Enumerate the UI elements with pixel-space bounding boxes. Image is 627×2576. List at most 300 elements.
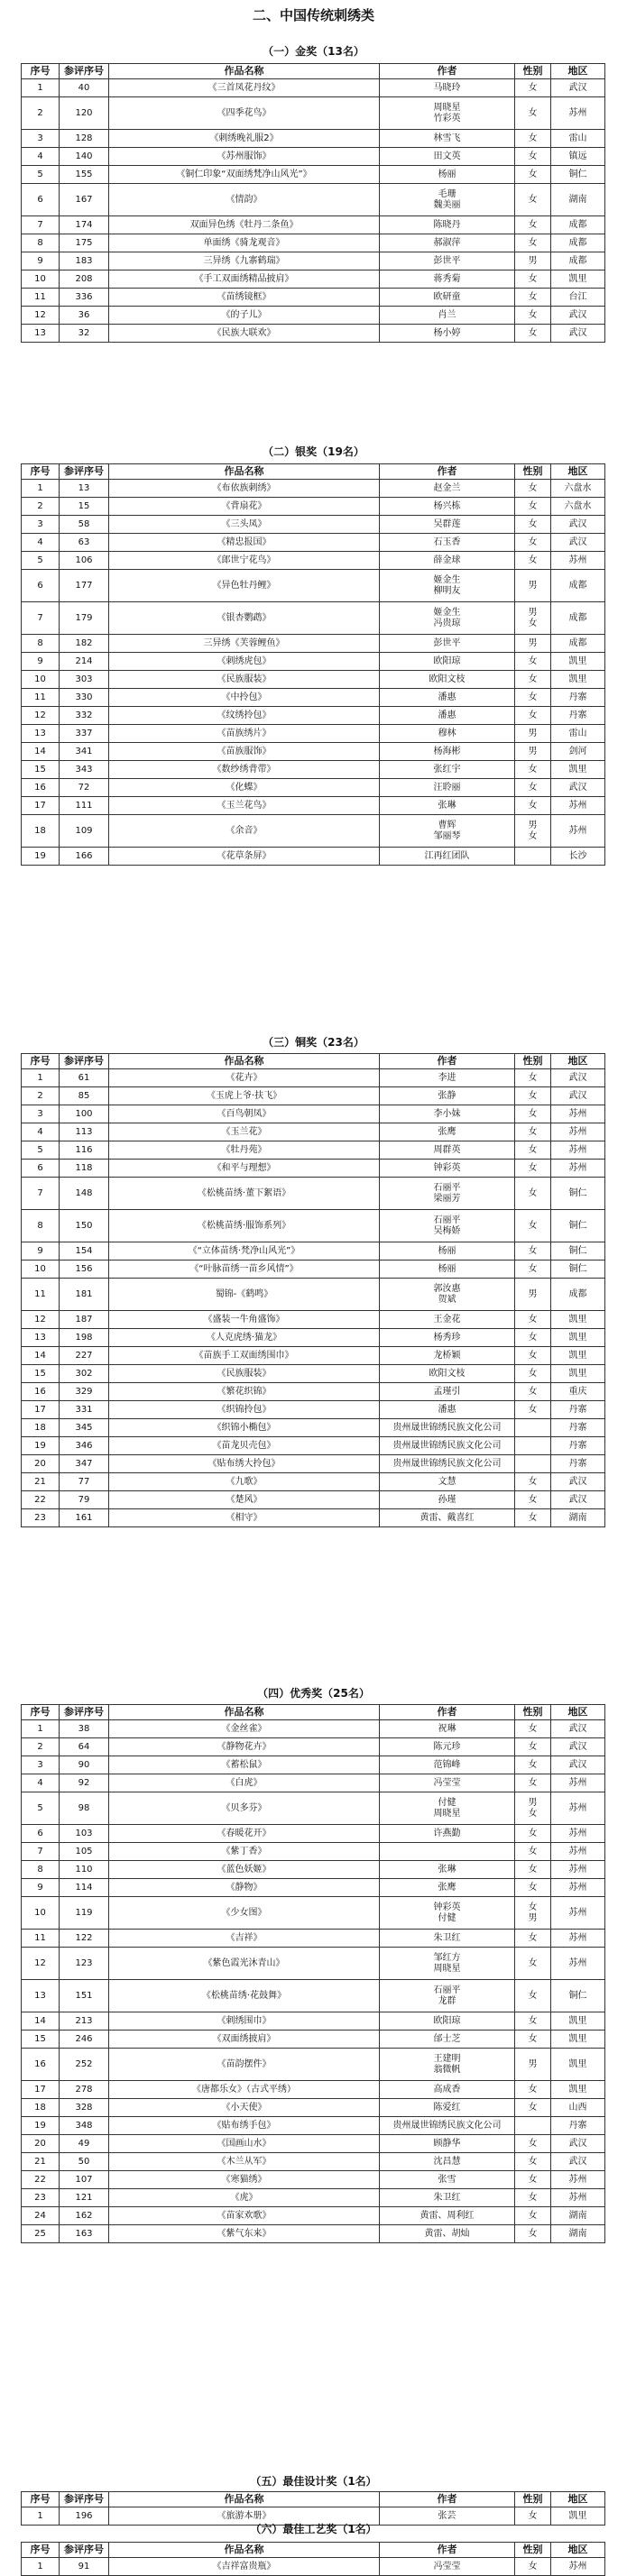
cell-sex [515,216,551,234]
cell-work-name: 《九歌》 [109,1473,380,1491]
cell-region: 湖南 [551,2225,605,2243]
section-title: （一）金奖（13名） [263,45,364,58]
cell-author [380,602,515,635]
cell-ref: 64 [60,1738,109,1756]
sex-value: 女 [528,1932,538,1943]
cell-ref: 181 [60,1279,109,1311]
cell-author [380,1774,515,1792]
sex-value: 女 [528,764,538,775]
cell-region: 苏州 [551,1825,605,1843]
cell-work-name: 《织锦拎包》 [109,1401,380,1419]
cell-region: 凯里 [551,1329,605,1347]
cell-sex [515,480,551,498]
column-header: 地区 [551,2543,605,2558]
table-row [22,2117,605,2135]
cell-region: 苏州 [551,1792,605,1825]
column-header: 地区 [551,2492,605,2507]
cell-author [380,1473,515,1491]
sex-value: 女 [528,710,538,720]
cell-region: 凯里 [551,2049,605,2081]
sex-value: 女 [528,2015,538,2026]
author-name: 江再红团队 [424,850,470,861]
sex-value: 女 [528,2033,538,2044]
table-row [22,1437,605,1455]
table-row [22,252,605,270]
cell-ref: 110 [60,1861,109,1879]
sex-value: 女 [528,500,538,511]
table-row [22,1160,605,1178]
cell-no: 4 [22,148,60,166]
cell-sex [515,761,551,779]
column-header: 作品名称 [109,464,380,480]
cell-region: 铜仁 [551,1210,605,1242]
cell-ref: 118 [60,1160,109,1178]
cell-region: 武汉 [551,79,605,97]
cell-sex [515,1242,551,1260]
author-name: 彭世平 [433,637,461,648]
cell-work-name: 双面异色绣《牡丹二条鱼》 [109,216,380,234]
cell-region: 剑河 [551,743,605,761]
cell-author [380,2189,515,2207]
cell-ref: 196 [60,2507,109,2526]
cell-ref: 198 [60,1329,109,1347]
cell-sex [515,498,551,516]
cell-author [380,1825,515,1843]
sex-value: 女 [528,309,538,320]
cell-region: 武汉 [551,2153,605,2171]
cell-work-name: 《百鸟朝凤》 [109,1105,380,1123]
sex-value: 女 [528,830,538,841]
author-name: 杨丽 [438,1245,456,1256]
cell-region: 长沙 [551,848,605,866]
cell-author [380,307,515,325]
cell-no: 10 [22,270,60,289]
sex-value: 女 [528,1090,538,1101]
cell-sex [515,325,551,343]
cell-ref: 90 [60,1756,109,1774]
cell-region: 铜仁 [551,166,605,184]
table-row [22,1825,605,1843]
table-row [22,761,605,779]
cell-author [380,1401,515,1419]
sex-value: 女 [528,2561,538,2571]
column-header: 序号 [22,2492,60,2507]
author-name: 姬金生 [433,607,461,618]
cell-no: 19 [22,2117,60,2135]
cell-no: 7 [22,602,60,635]
cell-work-name: 《苗龙贝壳包》 [109,1437,380,1455]
cell-sex [515,2153,551,2171]
cell-sex [515,707,551,725]
sex-value: 女 [528,219,538,230]
cell-work-name: 《紫气东来》 [109,2225,380,2243]
author-name: 龙桥颖 [433,1350,461,1361]
cell-region: 丹寨 [551,1455,605,1473]
sex-value: 女 [528,2156,538,2167]
cell-no: 3 [22,516,60,534]
author-name: 杨丽 [438,169,456,179]
table-row [22,1347,605,1365]
author-name: 张鹰 [438,1882,456,1893]
cell-region: 凯里 [551,1347,605,1365]
cell-no: 17 [22,797,60,815]
cell-region: 武汉 [551,1738,605,1756]
cell-work-name: 《织锦小椭包》 [109,1419,380,1437]
table-row [22,534,605,552]
cell-sex [515,1897,551,1930]
cell-ref: 183 [60,252,109,270]
author-name: 周晓星 [433,102,461,113]
cell-work-name: 《玉虎上爷·扶飞》 [109,1087,380,1105]
sex-value: 女 [528,107,538,118]
author-name: 吴梅娇 [433,1225,461,1236]
table-row [22,779,605,797]
table-row [22,2049,605,2081]
author-name: 朱卫红 [433,2192,461,2203]
cell-author [380,1861,515,1879]
sex-value: 女 [528,2210,538,2221]
cell-ref: 85 [60,1087,109,1105]
author-name: 钟彩英 [433,1902,461,1912]
cell-region: 苏州 [551,1105,605,1123]
sex-value: 女 [528,1882,538,1893]
cell-no: 10 [22,1897,60,1930]
cell-no: 8 [22,1861,60,1879]
table-row [22,1178,605,1210]
cell-author [380,1980,515,2012]
author-name: 梁丽芳 [433,1193,461,1204]
table-row [22,1242,605,1260]
cell-no: 15 [22,2031,60,2049]
sex-value: 女 [528,1808,538,1819]
cell-no: 2 [22,1738,60,1756]
author-name: 沈昌慧 [433,2156,461,2167]
cell-region: 铜仁 [551,1260,605,1279]
cell-author [380,653,515,671]
cell-region: 丹寨 [551,689,605,707]
column-header: 性别 [515,1705,551,1720]
column-header: 地区 [551,64,605,79]
author-name: 魏美丽 [433,199,461,210]
cell-region: 苏州 [551,1879,605,1897]
table-row [22,480,605,498]
cell-sex [515,2558,551,2576]
table-row [22,2558,605,2576]
cell-author [380,2081,515,2099]
cell-region: 苏州 [551,1160,605,1178]
cell-region: 苏州 [551,97,605,130]
cell-work-name: 《贴布绣大拎包》 [109,1455,380,1473]
sex-value: 男 [528,1797,538,1808]
cell-sex [515,516,551,534]
cell-no: 9 [22,252,60,270]
cell-author [380,234,515,252]
section-title: （三）铜奖（23名） [263,1036,364,1049]
sex-value: 女 [528,1263,538,1274]
cell-ref: 13 [60,480,109,498]
cell-author [380,1311,515,1329]
table-row [22,1930,605,1948]
cell-author [380,707,515,725]
table-row [22,1105,605,1123]
cell-ref: 105 [60,1843,109,1861]
cell-region: 铜仁 [551,1178,605,1210]
column-header: 作品名称 [109,64,380,79]
cell-author [380,2171,515,2189]
sex-value: 女 [528,1723,538,1734]
author-name: 张静 [438,1090,456,1101]
author-name: 赵金兰 [433,482,461,493]
table-row [22,1383,605,1401]
cell-region: 台江 [551,289,605,307]
cell-ref: 92 [60,1774,109,1792]
table-row [22,1879,605,1897]
table-row [22,325,605,343]
sex-value: 女 [528,1759,538,1770]
table-row [22,1279,605,1311]
cell-region: 武汉 [551,516,605,534]
cell-ref: 336 [60,289,109,307]
cell-work-name: 《苏州服饰》 [109,148,380,166]
cell-ref: 107 [60,2171,109,2189]
cell-author [380,1329,515,1347]
cell-no: 3 [22,130,60,148]
author-name: 贵州晟世锦绣民族文化公司 [392,1440,502,1451]
cell-sex [515,1980,551,2012]
author-name: 付健 [438,1912,456,1923]
cell-author [380,2117,515,2135]
cell-work-name: 《贴布绣手包》 [109,2117,380,2135]
cell-region: 武汉 [551,1087,605,1105]
author-name: 欧阳琼 [433,655,461,666]
cell-region: 铜仁 [551,1980,605,2012]
author-name: 肖兰 [438,309,456,320]
author-name: 贵州晟世锦绣民族文化公司 [392,1458,502,1469]
cell-sex [515,1260,551,1279]
sex-value: 男 [528,1288,538,1299]
column-header: 性别 [515,2492,551,2507]
cell-no: 11 [22,1930,60,1948]
cell-sex [515,2049,551,2081]
sex-value: 男 [528,255,538,266]
cell-sex [515,635,551,653]
cell-region: 武汉 [551,1069,605,1087]
cell-ref: 103 [60,1825,109,1843]
author-name: 石玉香 [433,536,461,547]
sex-value: 女 [528,618,538,628]
cell-sex [515,1311,551,1329]
cell-sex [515,2171,551,2189]
sex-value: 女 [528,1828,538,1838]
cell-ref: 15 [60,498,109,516]
cell-sex [515,671,551,689]
cell-no: 5 [22,1792,60,1825]
cell-ref: 121 [60,2189,109,2207]
author-name: 黄雷、戴喜红 [420,1512,475,1523]
cell-no: 18 [22,2099,60,2117]
cell-sex [515,1473,551,1491]
table-row [22,1210,605,1242]
column-header: 作者 [380,2492,515,2507]
cell-ref: 38 [60,1720,109,1738]
author-name: 冯贵琼 [433,618,461,628]
cell-ref: 63 [60,534,109,552]
cell-no: 19 [22,1437,60,1455]
cell-work-name: 《旅游本册》 [109,2507,380,2526]
cell-ref: 347 [60,1455,109,1473]
author-name: 张琳 [438,1864,456,1875]
cell-work-name: 《四季花鸟》 [109,97,380,130]
cell-no: 10 [22,1260,60,1279]
cell-no: 15 [22,761,60,779]
sex-value: 女 [528,1476,538,1487]
cell-region: 铜仁 [551,1242,605,1260]
cell-region: 凯里 [551,2012,605,2031]
cell-work-name: 《银杏鹦鹉》 [109,602,380,635]
cell-sex [515,1178,551,1210]
cell-author [380,1509,515,1527]
cell-region: 武汉 [551,1473,605,1491]
sex-value: 女 [528,1368,538,1379]
cell-work-name: 《贝多芬》 [109,1792,380,1825]
cell-work-name: 《玉兰花》 [109,1123,380,1141]
cell-region: 苏州 [551,797,605,815]
cell-region: 苏州 [551,2558,605,2576]
cell-sex [515,570,551,602]
table-row [22,1843,605,1861]
cell-sex [515,1210,551,1242]
author-name: 潘惠 [438,710,456,720]
cell-work-name: 《花草条屏》 [109,848,380,866]
column-header: 作者 [380,2543,515,2558]
author-name: 马晓玲 [433,82,461,93]
author-name: 竹彩英 [433,113,461,124]
cell-sex [515,1774,551,1792]
author-name: 付健 [438,1797,456,1808]
cell-sex [515,1123,551,1141]
cell-sex [515,552,551,570]
column-header: 参评序号 [60,64,109,79]
sex-value: 女 [528,1990,538,2001]
cell-sex [515,1329,551,1347]
cell-sex [515,252,551,270]
sex-value: 女 [528,1350,538,1361]
cell-ref: 278 [60,2081,109,2099]
author-name: 蒋秀菊 [433,273,461,284]
table-row [22,1720,605,1738]
cell-author [380,148,515,166]
author-name: 祝琳 [438,1723,456,1734]
cell-author [380,1141,515,1160]
column-header: 参评序号 [60,464,109,480]
sex-value: 女 [528,800,538,811]
cell-sex [515,2099,551,2117]
cell-work-name: 《繁花织锦》 [109,1383,380,1401]
column-header: 作者 [380,64,515,79]
cell-work-name: 《中拎包》 [109,689,380,707]
cell-no: 2 [22,1087,60,1105]
author-name: 张芸 [438,2510,456,2521]
author-name: 杨兴栋 [433,500,461,511]
cell-author [380,130,515,148]
sex-value: 女 [528,133,538,143]
column-header: 作品名称 [109,2543,380,2558]
cell-author [380,252,515,270]
table-row [22,1756,605,1774]
cell-ref: 348 [60,2117,109,2135]
cell-work-name: 《蓄松鼠》 [109,1756,380,1774]
sex-value: 女 [528,327,538,338]
cell-author [380,1419,515,1437]
cell-no: 2 [22,97,60,130]
cell-region: 六盘水 [551,480,605,498]
cell-author [380,480,515,498]
author-name: 邹丽琴 [433,830,461,841]
cell-sex [515,1738,551,1756]
author-name: 李进 [438,1072,456,1083]
cell-region: 凯里 [551,1365,605,1383]
table-row [22,270,605,289]
sex-value: 女 [528,237,538,248]
cell-no: 20 [22,1455,60,1473]
cell-author [380,1843,515,1861]
cell-no: 7 [22,1178,60,1210]
cell-work-name: 《牡丹苑》 [109,1141,380,1160]
cell-ref: 337 [60,725,109,743]
table-row [22,2153,605,2171]
cell-ref: 167 [60,184,109,216]
cell-no: 25 [22,2225,60,2243]
author-name: 欧研童 [433,291,461,302]
cell-author [380,815,515,848]
cell-ref: 156 [60,1260,109,1279]
cell-author [380,689,515,707]
cell-work-name: 《纹绣拎包》 [109,707,380,725]
cell-sex [515,130,551,148]
cell-region: 凯里 [551,2081,605,2099]
cell-work-name: 《刺绣围巾》 [109,2012,380,2031]
cell-no: 12 [22,707,60,725]
cell-author [380,1279,515,1311]
cell-region: 武汉 [551,1491,605,1509]
cell-work-name: 《“叶脉苗绣一苗乡风情”》 [109,1260,380,1279]
author-name: 张雪 [438,2174,456,2185]
cell-ref: 328 [60,2099,109,2117]
cell-author [380,848,515,866]
cell-ref: 58 [60,516,109,534]
cell-ref: 111 [60,797,109,815]
cell-sex [515,2117,551,2135]
cell-author [380,1260,515,1279]
table-row [22,552,605,570]
cell-work-name: 《三头凤》 [109,516,380,534]
author-name: 潘惠 [438,692,456,702]
table-row [22,1509,605,1527]
sex-value: 女 [528,2192,538,2203]
cell-sex [515,2207,551,2225]
table-row [22,498,605,516]
author-name: 石丽平 [433,1182,461,1193]
sex-value: 男 [528,607,538,618]
cell-region: 苏州 [551,1948,605,1980]
cell-author [380,2031,515,2049]
author-name: 许燕勤 [433,1828,461,1838]
cell-no: 5 [22,552,60,570]
cell-ref: 179 [60,602,109,635]
sex-value: 女 [528,151,538,161]
cell-ref: 177 [60,570,109,602]
section-title: （五）最佳设计奖（1名） [250,2475,377,2488]
